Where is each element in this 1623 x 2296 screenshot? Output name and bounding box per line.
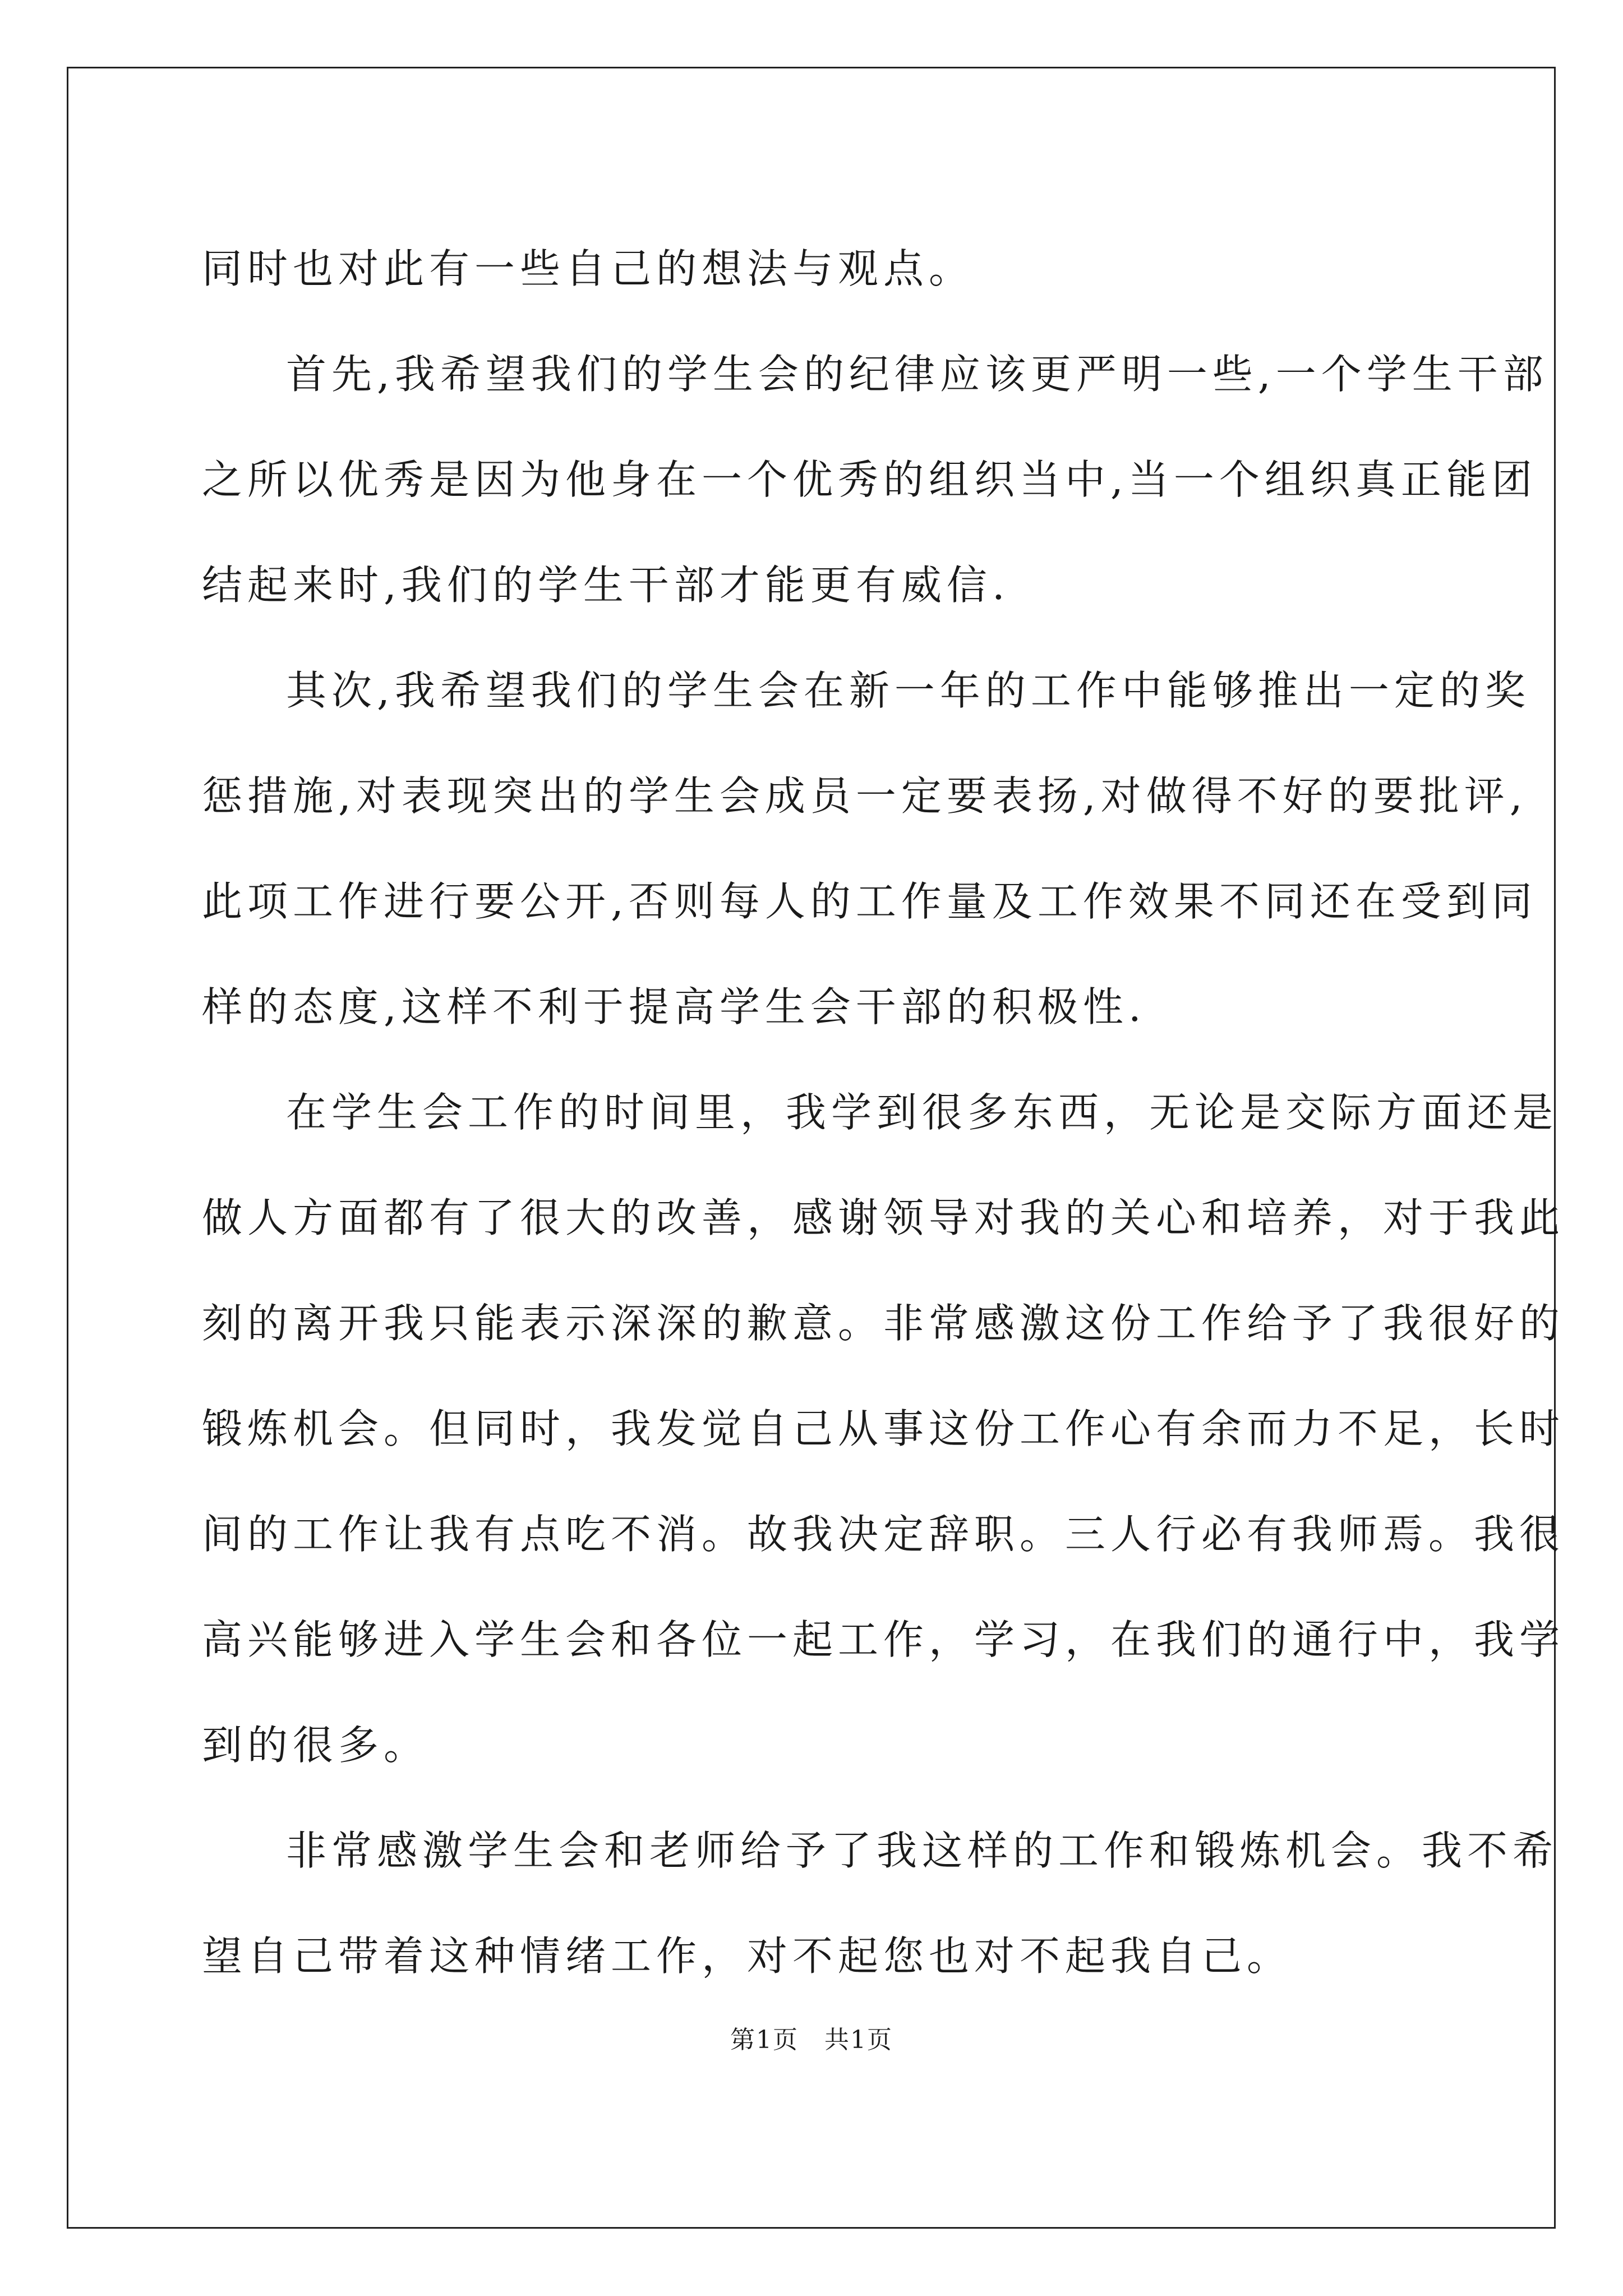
paragraph-2	[202, 321, 1548, 638]
text-line: 非常感激学生会和老师给予了我这样的工作和锻炼机会。我不希	[286, 1827, 1559, 1874]
text-line: 在学生会工作的时间里，我学到很多东西，无论是交际方面还是	[286, 1089, 1559, 1136]
text-line: 此项工作进行要公开,否则每人的工作量及工作效果不同还在受到同	[202, 878, 1537, 925]
text-line: 高兴能够进入学生会和各位一起工作，学习，在我们的通行中，我学	[202, 1616, 1565, 1663]
text-line: 结起来时,我们的学生干部才能更有威信.	[202, 562, 1010, 609]
page-number-footer: 第1页 共1页	[730, 2026, 893, 2054]
text-line: 锻炼机会。但同时，我发觉自己从事这份工作心有余而力不足，长时	[202, 1405, 1565, 1452]
text-line: 做人方面都有了很大的改善，感谢领导对我的关心和培养，对于我此	[202, 1194, 1565, 1241]
text-line: 惩措施,对表现突出的学生会成员一定要表扬,对做得不好的要批评,	[202, 772, 1528, 820]
text-line: 到的很多。	[202, 1722, 430, 1769]
text-line: 间的工作让我有点吃不消。故我决定辞职。三人行必有我师焉。我很	[202, 1511, 1565, 1558]
document-body	[202, 216, 1565, 2009]
text-line: 望自己带着这种情绪工作，对不起您也对不起我自己。	[202, 1932, 1293, 1980]
paragraph-5	[202, 1798, 1559, 2009]
paragraph-1	[202, 216, 1424, 321]
text-line: 其次,我希望我们的学生会在新一年的工作中能够推出一定的奖	[286, 667, 1530, 714]
text-line: 样的态度,这样不利于提高学生会干部的积极性.	[202, 983, 1146, 1030]
text-line: 之所以优秀是因为他身在一个优秀的组织当中,当一个组织真正能团	[202, 456, 1537, 503]
paragraph-4	[202, 1060, 1565, 1798]
text-line: 首先,我希望我们的学生会的纪律应该更严明一些,一个学生干部	[286, 351, 1548, 398]
text-line: 刻的离开我只能表示深深的歉意。非常感激这份工作给予了我很好的	[202, 1300, 1565, 1347]
text-line: 同时也对此有一些自己的想法与观点。	[202, 245, 975, 292]
paragraph-3	[202, 638, 1537, 1060]
